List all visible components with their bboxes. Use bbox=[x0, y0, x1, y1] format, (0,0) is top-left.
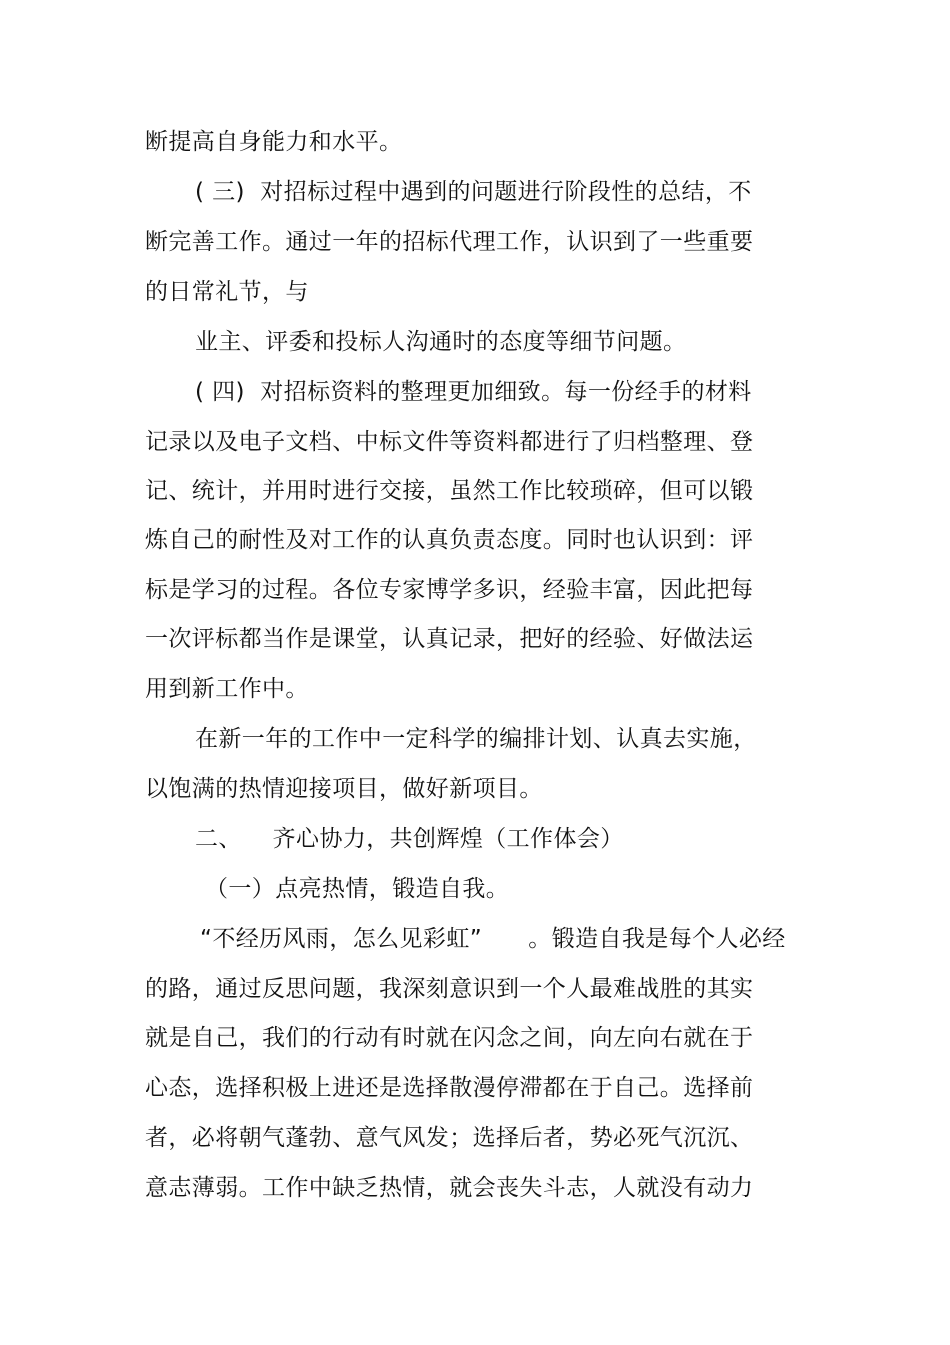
text-line: 断提高自身能力和水平。 bbox=[145, 129, 403, 155]
text-line: 标是学习的过程。各位专家博学多识，经验丰富，因此把每 bbox=[145, 577, 754, 603]
text-line: ( 三) 对招标过程中遇到的问题进行阶段性的总结，不 bbox=[195, 179, 752, 205]
text-line: 在新一年的工作中一定科学的编排计划、认真去实施， bbox=[195, 726, 757, 752]
text-line: 意志薄弱。工作中缺乏热情，就会丧失斗志，人就没有动力 bbox=[145, 1175, 754, 1201]
subsection-heading: （一）点亮热情，锻造自我。 bbox=[205, 876, 510, 902]
text-line: 的路，通过反思问题，我深刻意识到一个人最难战胜的其实 bbox=[145, 976, 754, 1002]
text-line: 者，必将朝气蓬勃、意气风发；选择后者，势必死气沉沉、 bbox=[145, 1125, 754, 1151]
text-line: 心态，选择积极上进还是选择散漫停滞都在于自己。选择前 bbox=[145, 1075, 754, 1101]
text-line: 记录以及电子文档、中标文件等资料都进行了归档整理、登 bbox=[145, 429, 754, 455]
text-line: 断完善工作。通过一年的招标代理工作，认识到了一些重要 bbox=[145, 229, 754, 255]
text-line: 业主、评委和投标人沟通时的态度等细节问题。 bbox=[195, 329, 687, 355]
text-line: 就是自己，我们的行动有时就在闪念之间，向左向右就在于 bbox=[145, 1025, 754, 1051]
text-line: 一次评标都当作是课堂，认真记录，把好的经验、好做法运 bbox=[145, 626, 754, 652]
text-line: 用到新工作中。 bbox=[145, 676, 309, 702]
text-line: ( 四) 对招标资料的整理更加细致。每一份经手的材料 bbox=[195, 379, 752, 405]
text-line: 的日常礼节，与 bbox=[145, 279, 309, 305]
section-heading: 二、 齐心协力，共创辉煌（工作体会） bbox=[195, 826, 624, 852]
text-line: 以饱满的热情迎接项目，做好新项目。 bbox=[145, 776, 543, 802]
text-line: 炼自己的耐性及对工作的认真负责态度。同时也认识到：评 bbox=[145, 527, 754, 553]
text-line: 记、统计，并用时进行交接，虽然工作比较琐碎，但可以锻 bbox=[145, 478, 754, 504]
text-line: “不经历风雨，怎么见彩虹” 。锻造自我是每个人必经 bbox=[200, 926, 786, 952]
